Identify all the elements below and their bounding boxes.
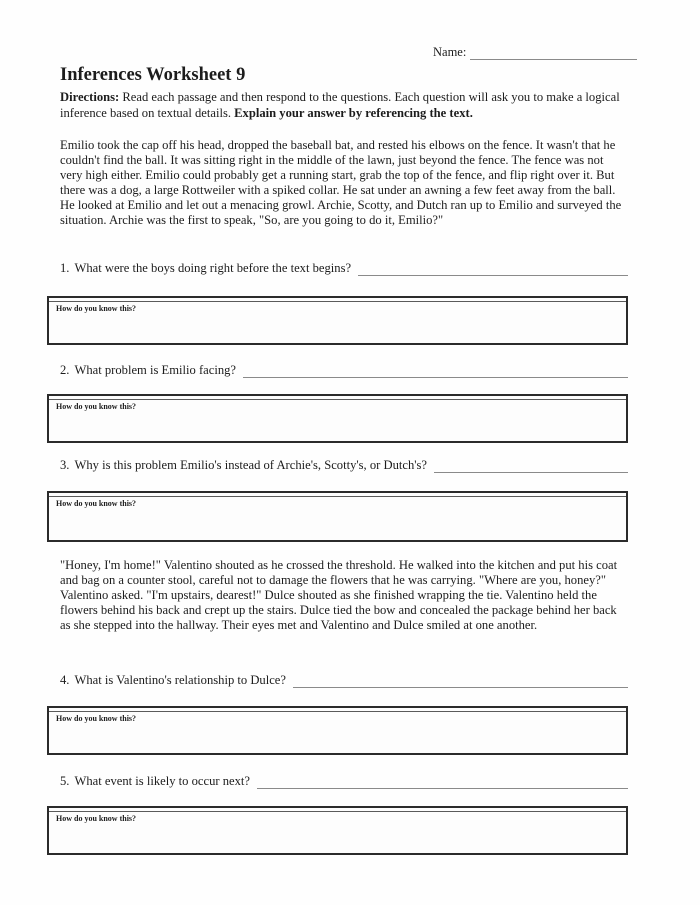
directions-label: Directions: [60, 90, 120, 104]
name-label: Name: [433, 45, 467, 59]
question-3 [60, 458, 628, 473]
passage-1: Emilio took the cap off his head, dropped the baseball bat, and rested his elbows on the fence. It wasn't that he couldn't find the ball. It was sitting right in the middle of the lawn, just beyond the fence. The fence was not very high either. Emilio could probably get a running start, grab the top of the fence, and flip right over it. But there was a dog, a large Rottweiler with a spiked collar. He sat under an awning a few feet away from the ball. He looked at Emilio and let out a menacing growl. Archie, Scotty, and Dutch ran up to Emilio and surveyed the situation. Archie was the first to speak, "So, are you going to do it, Emilio?" [60, 138, 622, 227]
answer-blank-line-5[interactable] [257, 775, 628, 789]
name-blank-line[interactable] [470, 45, 637, 60]
box-label: How do you know this? [53, 304, 139, 313]
directions-body: Read each passage and then respond to the questions. Each question will ask you to make a logical inference based on textual details. [60, 90, 620, 120]
answer-blank-line-2[interactable] [243, 364, 628, 378]
question-text: What event is likely to occur next? [74, 774, 251, 788]
answer-blank-line-1[interactable] [358, 262, 628, 276]
passage-2: "Honey, I'm home!" Valentino shouted as he crossed the threshold. He walked into the kitchen and put his coat and bag on a counter stool, careful not to damage the flowers that he was carrying. "Where are you, honey?" Valentino asked. "I'm upstairs, dearest!" Dulce shouted as she finished wrapping the tie. Valentino held the flowers behind his back and crept up the stairs. Dulce tied the bow and concealed the package behind her back as she stepped into the hallway. Their eyes met and Valentino and Dulce smiled at one another. [60, 558, 618, 632]
box-label: How do you know this? [53, 402, 139, 411]
how-do-you-know-box-2[interactable] [47, 394, 628, 443]
directions-emphasis: Explain your answer by referencing the text. [234, 105, 473, 120]
question-text: What were the boys doing right before the text begins? [74, 261, 352, 275]
answer-blank-line-4[interactable] [293, 674, 628, 688]
question-2 [60, 363, 628, 378]
question-number: 2. [60, 363, 70, 377]
how-do-you-know-box-4[interactable] [47, 706, 628, 755]
answer-blank-line-3[interactable] [434, 459, 628, 473]
question-number: 1. [60, 261, 70, 275]
question-number: 4. [60, 673, 70, 687]
page-title: Inferences Worksheet 9 [60, 65, 246, 85]
directions [60, 90, 628, 121]
how-do-you-know-box-1[interactable] [47, 296, 628, 345]
name-row [433, 45, 637, 60]
question-1 [60, 261, 628, 276]
question-number: 3. [60, 458, 70, 472]
question-text: Why is this problem Emilio's instead of Archie's, Scotty's, or Dutch's? [74, 458, 428, 472]
question-number: 5. [60, 774, 70, 788]
question-5 [60, 774, 628, 789]
question-text: What problem is Emilio facing? [74, 363, 237, 377]
box-label: How do you know this? [53, 714, 139, 723]
question-4 [60, 673, 628, 688]
how-do-you-know-box-3[interactable] [47, 491, 628, 542]
how-do-you-know-box-5[interactable] [47, 806, 628, 855]
box-label: How do you know this? [53, 499, 139, 508]
question-text: What is Valentino's relationship to Dulce? [74, 673, 286, 687]
box-label: How do you know this? [53, 814, 139, 823]
